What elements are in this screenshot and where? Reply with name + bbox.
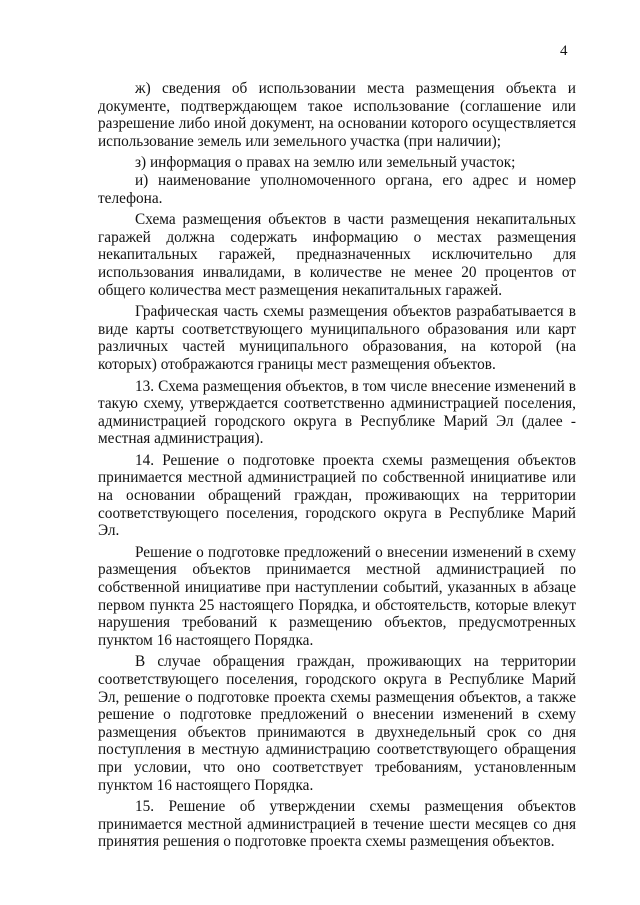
paragraph-z-land-rights: з) информация о правах на землю или земельный участок; xyxy=(135,154,516,172)
paragraph-13-scheme-approval: 13. Схема размещения объектов, в том числе внесение изменений в такую схему, утверждается соответственно администрацией поселения, администрацией городского округа в Республике Марий Эл (далее - местная администрация). xyxy=(98,377,576,448)
paragraph-citizen-requests: В случае обращения граждан, проживающих на территории соответствующего поселения, городского округа в Республике Марий Эл, решение о подготовке проекта схемы размещения объектов, а также решение о подготовке предложений о внесении изменений в схему размещения объектов принимаются в двухнедельный срок со дня поступления в местную администрацию соответствующего обращения при условии, что оно соответствует требованиям, установленным пунктом 16 настоящего Порядка. xyxy=(98,653,576,794)
paragraph-15-approval-term: 15. Решение об утверждении схемы размещения объектов принимается местной администрацией в течение шести месяцев со дня принятия решения о подготовке проекта схемы размещения объектов. xyxy=(98,798,576,851)
page-number: 4 xyxy=(560,43,568,59)
paragraph-zh-usage-info: ж) сведения об использовании места размещения объекта и документе, подтверждающем такое использование (соглашение или разрешение либо иной документ, на основании которого осуществляется использование земель или земельного участка (при наличии); xyxy=(98,80,576,150)
document-body xyxy=(98,80,576,855)
paragraph-graphic-part: Графическая часть схемы размещения объектов разрабатывается в виде карты соответствующего муниципального образования или карт различных частей муниципального образования, на которой (на которых) отображаются границы мест размещения объектов. xyxy=(98,303,576,373)
paragraph-14-project-decision: 14. Решение о подготовке проекта схемы размещения объектов принимается местной администрацией по собственной инициативе или на основании обращений граждан, проживающих на территории соответствующего поселения, городского округа в Республике Марий Эл. xyxy=(98,451,576,540)
paragraph-i-authority-name: и) наименование уполномоченного органа, его адрес и номер телефона. xyxy=(98,171,576,207)
paragraph-garages-disabled: Схема размещения объектов в части размещения некапитальных гаражей должна содержать информацию о местах размещения некапитальных гаражей, предназначенных исключительно для использования инвалидами, в количестве не менее 20 процентов от общего количества мест размещения некапитальных гаражей. xyxy=(98,211,576,299)
paragraph-amendment-decision: Решение о подготовке предложений о внесении изменений в схему размещения объектов принимается местной администрацией по собственной инициативе при наступлении событий, указанных в абзаце первом пункта 25 настоящего Порядка, и обстоятельств, которые влекут нарушения требований к размещению объектов, предусмотренных пунктом 16 настоящего Порядка. xyxy=(98,543,576,649)
